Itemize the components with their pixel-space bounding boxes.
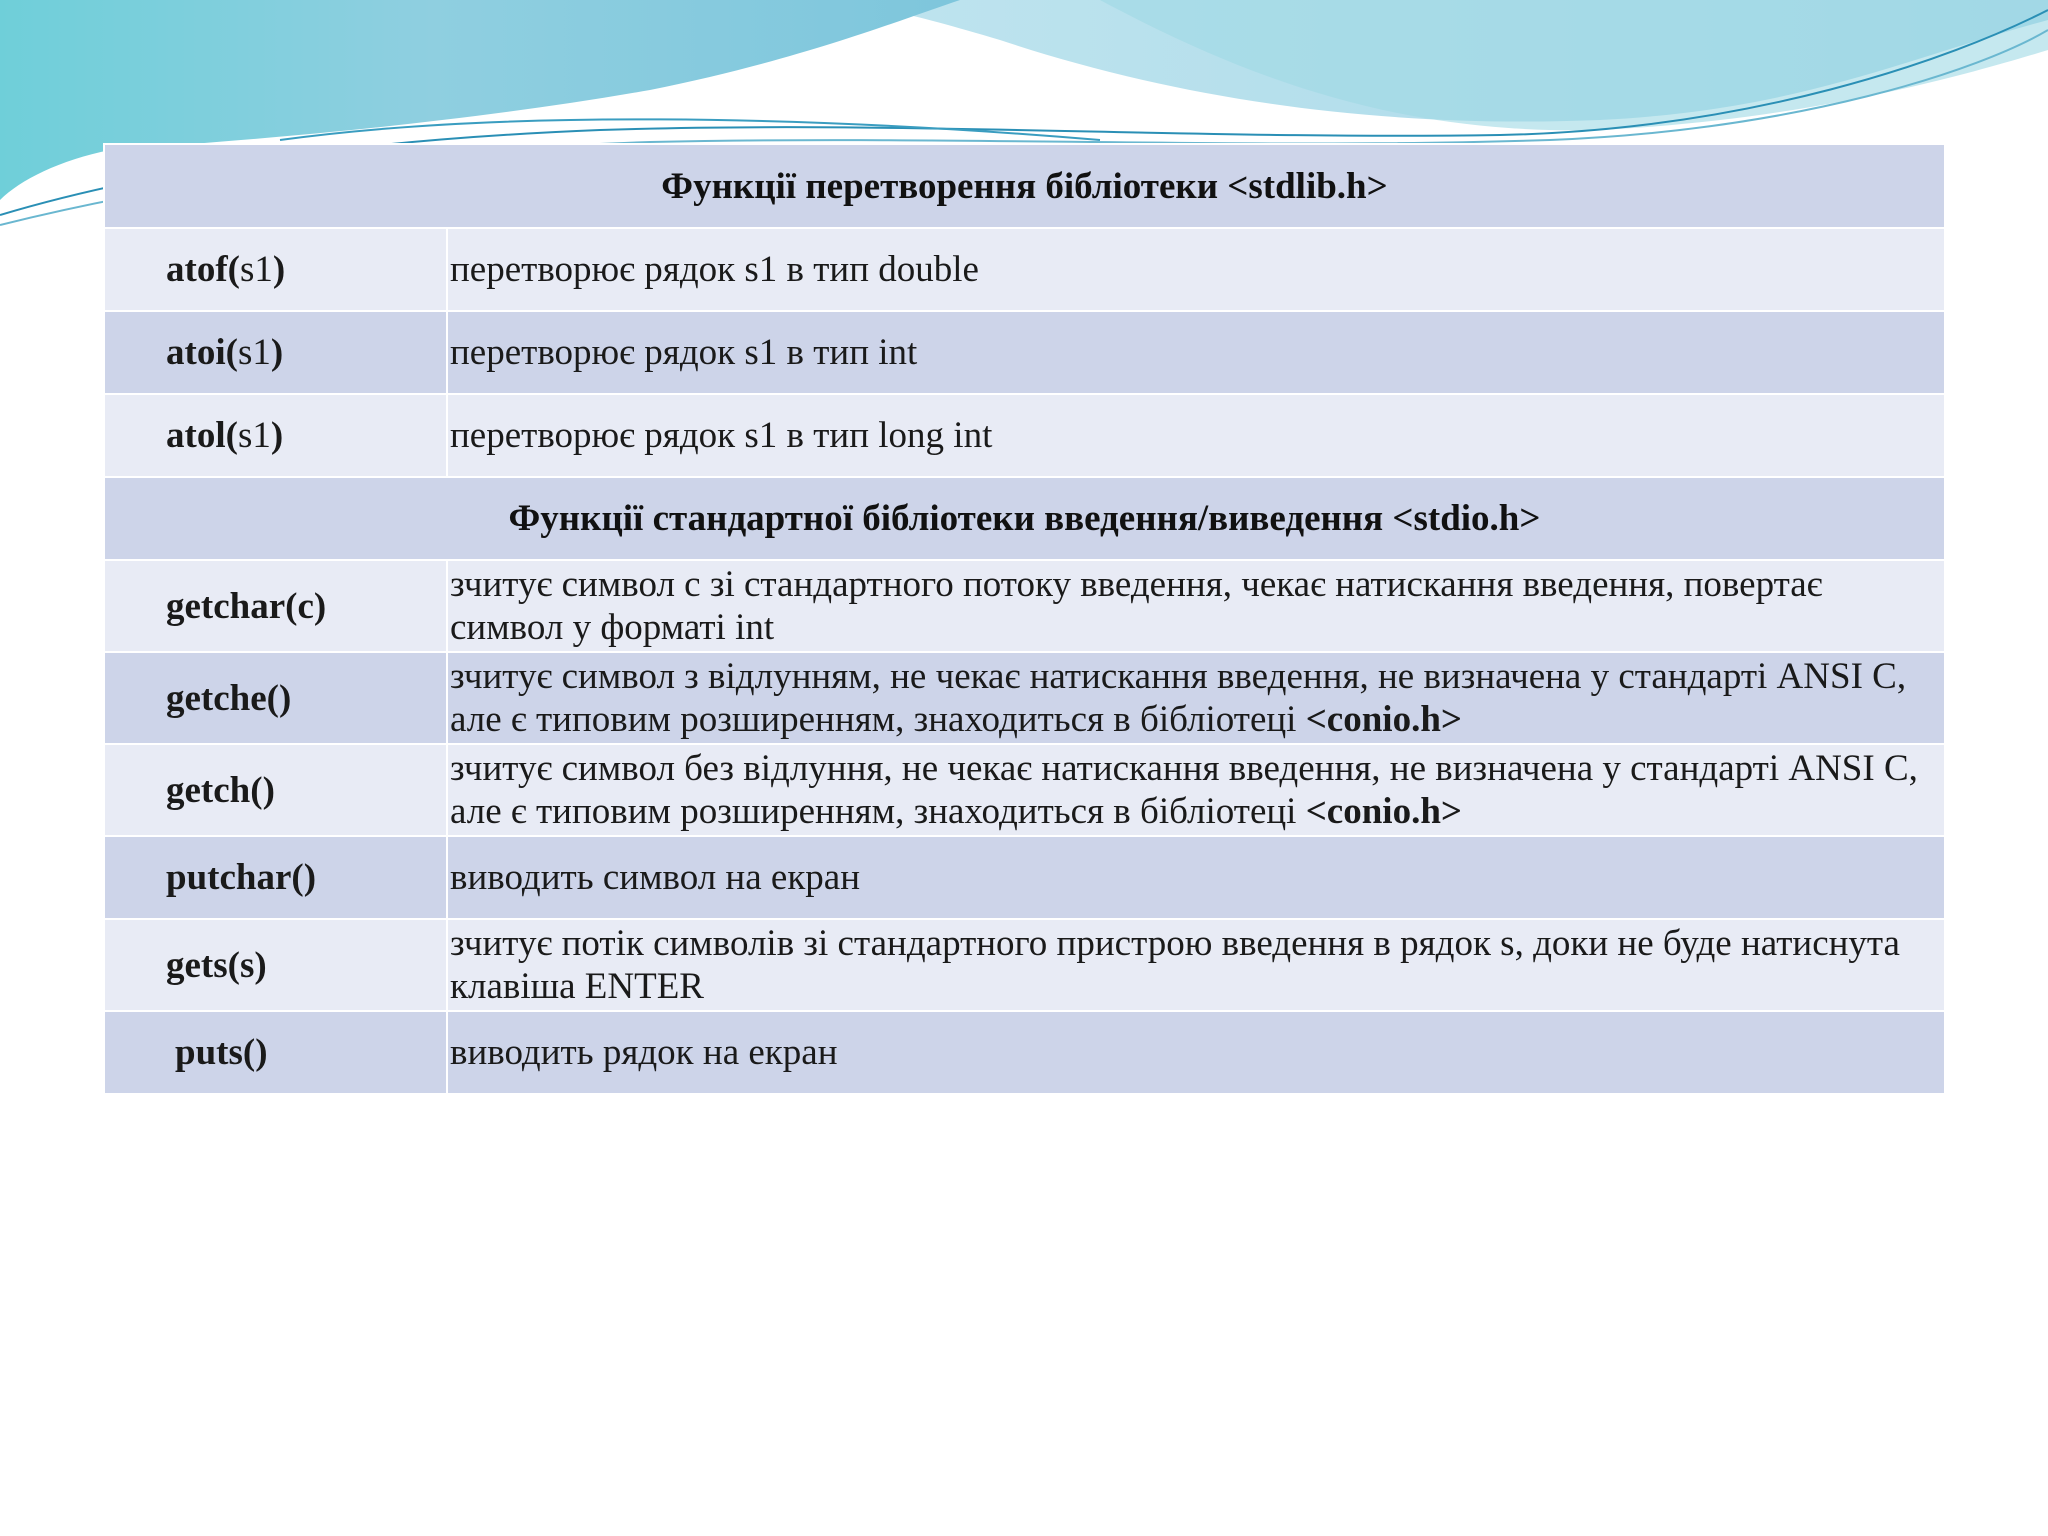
function-name: putchar() (104, 836, 447, 919)
table-row (104, 560, 1945, 652)
function-description: зчитує символ з відлунням, не чекає натискання введення, не визначена у стандарті ANSI C, але є типовим розширенням, знаходиться в бібліотеці <conio.h> (447, 652, 1945, 744)
table-row (104, 744, 1945, 836)
function-name: getche() (104, 652, 447, 744)
table-row (104, 311, 1945, 394)
section-title: Функції перетворення бібліотеки <stdlib.h> (104, 144, 1945, 228)
section-title: Функції стандартної бібліотеки введення/виведення <stdio.h> (104, 477, 1945, 560)
function-name: atol(s1) (104, 394, 447, 477)
function-name: getchar(c) (104, 560, 447, 652)
wave-band-right (1100, 0, 2048, 130)
functions-table (103, 143, 1946, 1095)
function-description: перетворює рядок s1 в тип long int (447, 394, 1945, 477)
table-row (104, 394, 1945, 477)
function-description: зчитує символ с зі стандартного потоку введення, чекає натискання введення, повертає символ у форматі int (447, 560, 1945, 652)
function-description: виводить рядок на екран (447, 1011, 1945, 1094)
function-description: зчитує потік символів зі стандартного пристрою введення в рядок s, доки не буде натиснута клавіша ENTER (447, 919, 1945, 1011)
table-row (104, 836, 1945, 919)
table-row (104, 1011, 1945, 1094)
function-description: виводить символ на екран (447, 836, 1945, 919)
section-header-stdlib (104, 144, 1945, 228)
function-name: atoi(s1) (104, 311, 447, 394)
function-name: puts() (104, 1011, 447, 1094)
library-reference: <conio.h> (1305, 699, 1462, 740)
table-row (104, 228, 1945, 311)
table-row (104, 919, 1945, 1011)
library-reference: <conio.h> (1305, 791, 1462, 832)
function-description: зчитує символ без відлуння, не чекає натискання введення, не визначена у стандарті ANSI C, але є типовим розширенням, знаходиться в бібліотеці <conio.h> (447, 744, 1945, 836)
function-name: gets(s) (104, 919, 447, 1011)
table-row (104, 652, 1945, 744)
function-name: getch() (104, 744, 447, 836)
function-description: перетворює рядок s1 в тип double (447, 228, 1945, 311)
function-description: перетворює рядок s1 в тип int (447, 311, 1945, 394)
function-name: atof(s1) (104, 228, 447, 311)
section-header-stdio (104, 477, 1945, 560)
